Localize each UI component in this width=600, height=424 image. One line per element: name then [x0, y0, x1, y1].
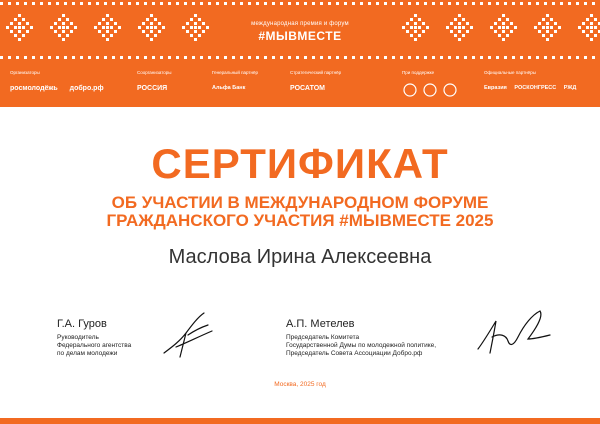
ornament-cell	[72, 56, 75, 59]
ornament-cell	[264, 56, 267, 59]
ornament-cell	[112, 56, 115, 59]
ornament-cell	[472, 56, 475, 59]
ornament-cell	[280, 56, 283, 59]
ornament-cell	[16, 56, 19, 59]
signer-position-line: Председатель Комитета	[286, 334, 360, 341]
ornament-cell	[440, 56, 443, 59]
ornament-cell	[488, 2, 491, 5]
ornament-cell	[472, 2, 475, 5]
ornament-cell	[502, 14, 505, 17]
partner-group-organizers	[10, 70, 104, 92]
ornament-cell	[200, 56, 203, 59]
signer-position-line: Председатель Совета Ассоциации Добро.рф	[286, 350, 423, 357]
ornament-cell	[528, 56, 531, 59]
ornament-cell	[160, 56, 163, 59]
partner-logo-text: РОСКОНГРЕСС	[514, 85, 557, 91]
ornament-cell	[432, 2, 435, 5]
ornament-cell	[416, 56, 419, 59]
signer-position-line: Федерального агентства	[57, 342, 132, 349]
ornament-cell	[512, 56, 515, 59]
alfabank-logo	[212, 85, 258, 91]
ornament-cell	[408, 2, 411, 5]
ornament-cell	[592, 2, 595, 5]
ornament-cell	[528, 2, 531, 5]
ornament-cell	[576, 56, 579, 59]
ornament-cell	[416, 2, 419, 5]
ornament-cell	[32, 56, 35, 59]
ornament-cell	[312, 2, 315, 5]
ornament-cell	[150, 14, 153, 17]
ornament-cell	[448, 2, 451, 5]
ornament-cell	[336, 2, 339, 5]
forum-subtitle: международная премия и форум	[251, 21, 349, 27]
ornament-cell	[264, 2, 267, 5]
ornament-cell	[368, 56, 371, 59]
ornament-cell	[576, 2, 579, 5]
signer-position-line: Государственной Думы по молодежной политике,	[286, 342, 437, 349]
ornament-cell	[384, 56, 387, 59]
ornament-cell	[408, 56, 411, 59]
ornament-cell	[80, 56, 83, 59]
ornament-cell	[590, 14, 593, 17]
partner-logo-text: добро.рф	[69, 85, 104, 92]
ornament-cell	[240, 56, 243, 59]
partner-caption: Генеральный партнёр	[212, 70, 258, 75]
partner-group-general	[212, 70, 258, 91]
ornament-cell	[152, 2, 155, 5]
ornament-cell	[128, 56, 131, 59]
ornament-cell	[120, 56, 123, 59]
ornament-cell	[376, 56, 379, 59]
signer-left	[57, 318, 131, 358]
ornament-cell	[320, 2, 323, 5]
bottom-bar	[0, 418, 600, 424]
ornament-cell	[136, 2, 139, 5]
ornament-cell	[546, 14, 549, 17]
ornament-cell	[0, 2, 3, 5]
partner-logo-text: РОССИЯ	[137, 85, 168, 92]
ornament-cell	[152, 56, 155, 59]
ornament-cell	[40, 56, 43, 59]
ornament-cell	[224, 2, 227, 5]
ornament-cell	[376, 2, 379, 5]
ornament-cell	[544, 56, 547, 59]
ornament-cell	[568, 56, 571, 59]
ornament-cell	[520, 2, 523, 5]
ornament-cell	[104, 56, 107, 59]
ornament-cell	[352, 2, 355, 5]
ornament-cell	[106, 14, 109, 17]
ornament-cell	[584, 2, 587, 5]
signer-name: Г.А. Гуров	[57, 318, 107, 330]
ornament-cell	[144, 56, 147, 59]
ornament-cell	[392, 56, 395, 59]
ornament-cell	[560, 2, 563, 5]
ornament-cell	[336, 56, 339, 59]
ornament-cell	[496, 56, 499, 59]
ornament-cell	[360, 56, 363, 59]
ornament-cell	[288, 2, 291, 5]
ornament-cell	[440, 2, 443, 5]
ornament-cell	[360, 2, 363, 5]
ornament-cell	[296, 56, 299, 59]
ornament-cell	[536, 56, 539, 59]
ornament-cell	[552, 56, 555, 59]
ornament-cell	[72, 2, 75, 5]
partner-logo-text: РОСАТОМ	[290, 85, 325, 92]
partner-group-coorganizers	[137, 70, 172, 92]
ornament-cell	[456, 2, 459, 5]
partner-caption: Соорганизаторы	[137, 70, 172, 75]
ornament-cell	[414, 14, 417, 17]
ornament-cell	[176, 2, 179, 5]
partner-row	[0, 70, 600, 106]
certificate-title: СЕРТИФИКАТ	[151, 140, 449, 187]
ornament-cell	[208, 2, 211, 5]
ornament-cell	[64, 56, 67, 59]
ornament-cell	[544, 2, 547, 5]
ornament-cell	[56, 56, 59, 59]
ornament-cell	[112, 2, 115, 5]
partner-group-support	[402, 70, 472, 103]
official-partner-logos	[484, 85, 576, 91]
ornament-cell	[400, 56, 403, 59]
ornament-cell	[18, 14, 21, 17]
ornament-cell	[584, 56, 587, 59]
ornament-cell	[216, 56, 219, 59]
ornament-cell	[488, 56, 491, 59]
ornament-cell	[62, 14, 65, 17]
ornament-cell	[400, 2, 403, 5]
ornament-cell	[80, 2, 83, 5]
ornament-cell	[194, 14, 197, 17]
ornament-cell	[496, 2, 499, 5]
ornament-cell	[328, 56, 331, 59]
ornament-cell	[504, 2, 507, 5]
emblem-icons	[402, 82, 472, 98]
signer-right	[286, 318, 436, 358]
ornament-cell	[128, 2, 131, 5]
ornament-cell	[88, 56, 91, 59]
ornament-cell	[184, 56, 187, 59]
ornament-cell	[184, 2, 187, 5]
partner-logo-text: Евразия	[484, 85, 507, 91]
ornament-cell	[248, 2, 251, 5]
ornament-cell	[280, 2, 283, 5]
signature-right	[474, 305, 554, 359]
ornament-cell	[168, 2, 171, 5]
signer-name: А.П. Метелев	[286, 318, 355, 330]
partner-caption: Организаторы	[10, 70, 40, 75]
ornament-cell	[552, 2, 555, 5]
ornament-cell	[432, 56, 435, 59]
ornament-cell	[96, 56, 99, 59]
ornament-cell	[458, 14, 461, 17]
ornament-cell	[560, 56, 563, 59]
ornament-cell	[256, 56, 259, 59]
ornament-cell	[0, 56, 3, 59]
partner-group-strategic	[290, 70, 341, 92]
ornament-cell	[192, 56, 195, 59]
partner-caption: При поддержке	[402, 70, 435, 75]
ornament-cell	[224, 56, 227, 59]
ornament-cell	[8, 56, 11, 59]
ornament-cell	[448, 56, 451, 59]
partner-logo-text: росмолодёжь	[10, 85, 58, 92]
ornament-cell	[160, 2, 163, 5]
ornament-cell	[464, 56, 467, 59]
ornament-cell	[384, 2, 387, 5]
ornament-cell	[96, 2, 99, 5]
certificate-subtitle-line2: ГРАЖДАНСКОГО УЧАСТИЯ #МЫВМЕСТЕ 2025	[106, 211, 494, 230]
ornament-cell	[352, 56, 355, 59]
ornament-cell	[192, 2, 195, 5]
partner-group-official	[484, 70, 576, 91]
ornament-cell	[256, 2, 259, 5]
place-date: Москва, 2025 год	[274, 381, 326, 388]
ornament-cell	[344, 56, 347, 59]
ornament-cell	[216, 2, 219, 5]
ornament-cell	[136, 56, 139, 59]
ornament-cell	[248, 56, 251, 59]
ornament-cell	[592, 56, 595, 59]
partner-caption: Официальные партнёры	[484, 70, 536, 75]
ornament-cell	[392, 2, 395, 5]
russia-logo	[137, 85, 172, 92]
header-banner	[0, 0, 600, 107]
ornament-cell	[24, 2, 27, 5]
ornament-cell	[520, 56, 523, 59]
ornament-cell	[64, 2, 67, 5]
ornament-cell	[424, 2, 427, 5]
ornament-cell	[568, 2, 571, 5]
ornament-cell	[368, 2, 371, 5]
ornament-cell	[16, 2, 19, 5]
partner-caption: Стратегический партнёр	[290, 70, 342, 75]
ornament-cell	[304, 2, 307, 5]
ornament-cell	[304, 56, 307, 59]
partner-logo-text: Альфа Банк	[212, 85, 246, 91]
ornament-cell	[288, 56, 291, 59]
ornament-cell	[480, 56, 483, 59]
ornament-cell	[464, 2, 467, 5]
signer-position-line: Руководитель	[57, 334, 99, 341]
ornament-cell	[200, 2, 203, 5]
recipient-name: Маслова Ирина Алексеевна	[168, 246, 432, 268]
signer-position	[286, 334, 436, 358]
ornament-cell	[24, 56, 27, 59]
ornament-cell	[208, 56, 211, 59]
ornament-cell	[320, 56, 323, 59]
signature-left	[158, 307, 218, 363]
ornament-cell	[328, 2, 331, 5]
ornament-cell	[296, 2, 299, 5]
signer-position	[57, 334, 131, 358]
ornament-cell	[8, 2, 11, 5]
signer-position-line: по делам молодежи	[57, 350, 118, 357]
ornament-cell	[120, 2, 123, 5]
ornament-cell	[424, 56, 427, 59]
ornament-cell	[144, 2, 147, 5]
ornament-cell	[480, 2, 483, 5]
ornament-cell	[168, 56, 171, 59]
ornament-cell	[232, 56, 235, 59]
ornament-cell	[272, 2, 275, 5]
forum-hashtag: #МЫВМЕСТЕ	[258, 29, 342, 43]
ornament-cell	[536, 2, 539, 5]
ornament-cell	[48, 2, 51, 5]
rosmolodezh-logo	[10, 85, 104, 92]
ornament-cell	[512, 2, 515, 5]
ornament-cell	[48, 56, 51, 59]
ornament-cell	[104, 2, 107, 5]
ornament-cell	[312, 56, 315, 59]
ornament-cell	[272, 56, 275, 59]
ornament-cell	[56, 2, 59, 5]
ornament-cell	[344, 2, 347, 5]
ornament-cell	[40, 2, 43, 5]
certificate-subtitle-line1: ОБ УЧАСТИИ В МЕЖДУНАРОДНОМ ФОРУМЕ	[111, 193, 489, 212]
ornament-cell	[504, 56, 507, 59]
ornament-cell	[240, 2, 243, 5]
ornament-cell	[232, 2, 235, 5]
ornament-cell	[456, 56, 459, 59]
partner-logo-text: РЖД	[563, 85, 577, 91]
ornament-cell	[176, 56, 179, 59]
rosatom-logo	[290, 85, 341, 92]
ornament-cell	[32, 2, 35, 5]
ornament-cell	[88, 2, 91, 5]
